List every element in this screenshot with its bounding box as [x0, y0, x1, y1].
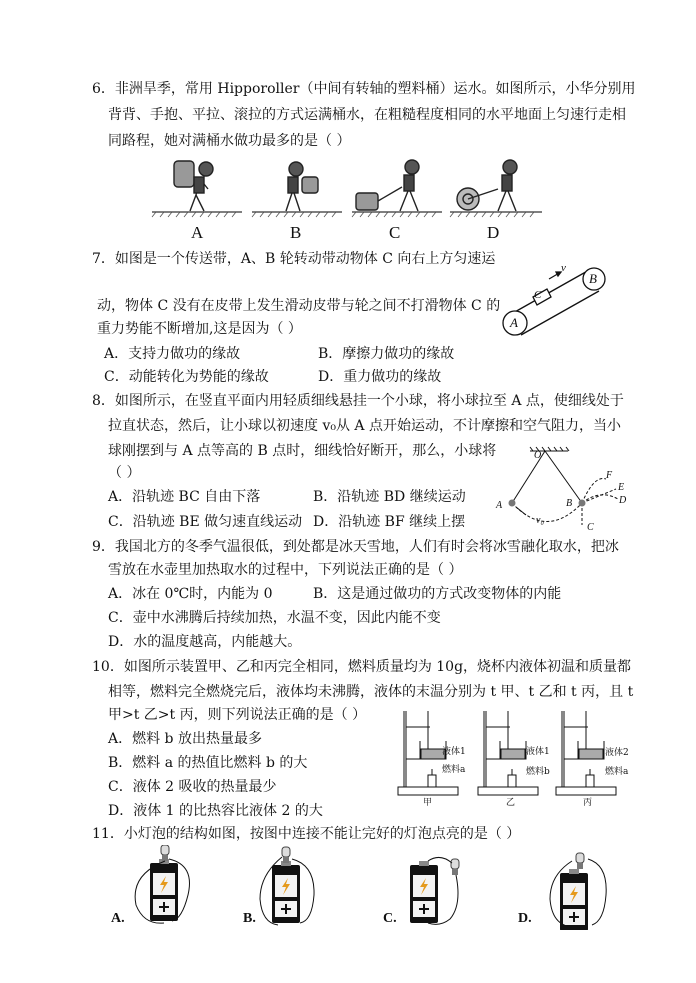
q6-label-d: D [487, 223, 500, 242]
q10-bing-fuel: 燃料a [605, 767, 629, 777]
q7-line-1: 7．如图是一个传送带，A、B 轮转动带动物体 C 向右上方匀速运 [92, 251, 496, 267]
q6-line-3: 同路程，她对满桶水做功最多的是（ ） [108, 133, 351, 149]
q7-line-3: 重力势能不断增加,这是因为（ ） [97, 321, 302, 337]
q8-option-b: B．沿轨迹 BD 继续运动 [313, 489, 466, 505]
q10-yi-liquid: 液体1 [526, 747, 550, 757]
q11-label-d: D. [518, 911, 532, 926]
q8-label-v0: v₀ [536, 515, 544, 526]
q10-option-a: A．燃料 b 放出热量最多 [108, 731, 262, 747]
q11-option-d-circuit [550, 853, 606, 930]
q8-label-d: D [619, 495, 627, 506]
q8-pendulum-figure [490, 445, 635, 535]
q9-option-b: B．这是通过做功的方式改变物体的内能 [313, 586, 562, 602]
q8-label-f: F [606, 470, 613, 481]
q7-label-v: v [561, 262, 566, 274]
q7-label-a: A [510, 315, 518, 330]
q8-line-3: 球刚摆到与 A 点等高的 B 点时，细线恰好断开，那么，小球将 [108, 443, 497, 459]
q11-label-b: B. [243, 911, 256, 926]
q10-jia-name: 甲 [423, 798, 433, 808]
q8-option-d: D．沿轨迹 BF 继续上摆 [313, 514, 466, 530]
q8-line-1: 8．如图所示，在竖直平面内用轻质细线悬挂一个小球，将小球拉至 A 点，使细线处于 [92, 393, 624, 409]
q7-conveyor-figure [495, 255, 615, 345]
q8-label-o: O [534, 450, 542, 461]
q8-line-4: （ ） [108, 465, 141, 481]
q7-option-b: B．摩擦力做功的缘故 [318, 346, 455, 362]
q10-apparatus-figure [390, 705, 630, 813]
q7-line-2: 动，物体 C 没有在皮带上发生滑动皮带与轮之间不打滑物体 C 的 [97, 298, 501, 314]
q7-option-c: C．动能转化为势能的缘故 [104, 369, 269, 385]
q6-label-b: B [290, 223, 302, 242]
q6-figure-d [457, 160, 517, 211]
q10-option-b: B．燃料 a 的热值比燃料 b 的大 [108, 755, 308, 771]
q11-option-b-circuit [260, 847, 314, 925]
q9-option-d: D．水的温度越高，内能越大。 [108, 634, 302, 650]
q10-jia-fuel: 燃料a [442, 765, 466, 775]
q9-option-a: A．冰在 0℃时，内能为 0 [108, 586, 273, 602]
q7-label-c: C [534, 289, 542, 301]
q11-figure [110, 845, 630, 930]
q10-jia-liquid: 液体1 [442, 747, 466, 757]
q10-line-3: 甲>t 乙>t 丙，则下列说法正确的是（ ） [108, 707, 367, 723]
q8-option-a: A．沿轨迹 BC 自由下落 [108, 489, 261, 505]
q7-option-a: A．支持力做功的缘故 [104, 346, 241, 362]
q9-line-2: 雪放在水壶里加热取水的过程中，下列说法正确的是（ ） [108, 562, 463, 578]
q10-yi-name: 乙 [506, 798, 516, 808]
q11-line-1: 11．小灯泡的结构如图，按图中连接不能让完好的灯泡点亮的是（ ） [92, 826, 521, 842]
q7-option-d: D．重力做功的缘故 [318, 369, 442, 385]
q6-label-a: A [191, 223, 204, 242]
q10-line-2: 相等，燃料完全燃烧完后，液体均未沸腾，液体的末温分别为 t 甲、t 乙和 t 丙，且 t [108, 684, 634, 700]
q8-option-c: C．沿轨迹 BE 做匀速直线运动 [108, 514, 303, 530]
q8-label-a: A [496, 500, 503, 511]
q8-line-2: 拉直状态，然后，让小球以初速度 v₀从 A 点开始运动，不计摩擦和空气阻力，当小 [108, 418, 621, 434]
q8-label-b: B [566, 498, 573, 509]
q10-yi-fuel: 燃料b [526, 767, 550, 777]
q8-label-c: C [587, 522, 594, 533]
q10-option-c: C．液体 2 吸收的热量最少 [108, 779, 277, 795]
q10-bing-liquid: 液体2 [605, 748, 629, 758]
q6-line-1: 6．非洲旱季，常用 Hipporoller（中间有转轴的塑料桶）运水。如图所示，小华分别用 [92, 81, 636, 97]
q6-line-2: 背背、手抱、平拉、滚拉的方式运满桶水，在粗糙程度相同的水平地面上匀速行走相 [108, 107, 626, 123]
q6-figure-b [286, 162, 318, 211]
q11-label-c: C. [383, 911, 397, 926]
q6-figure-a [174, 161, 213, 211]
q11-option-c-circuit [410, 857, 459, 924]
q10-option-d: D．液体 1 的比热容比液体 2 的大 [108, 803, 323, 819]
q10-bing-name: 丙 [583, 798, 593, 808]
q11-option-a-circuit [135, 845, 189, 923]
q6-figure-c [356, 160, 419, 211]
q8-label-e: E [618, 482, 625, 493]
q11-label-a: A. [111, 911, 125, 926]
q7-label-b: B [589, 271, 597, 286]
q9-line-1: 9．我国北方的冬季气温很低，到处都是冰天雪地，人们有时会将冰雪融化取水，把冰 [92, 539, 619, 555]
q10-line-1: 10．如图所示装置甲、乙和丙完全相同，燃料质量均为 10g，烧杯内液体初温和质量都 [92, 659, 632, 675]
q9-option-c: C．壶中水沸腾后持续加热，水温不变，因此内能不变 [108, 610, 441, 626]
q6-label-c: C [389, 223, 401, 242]
